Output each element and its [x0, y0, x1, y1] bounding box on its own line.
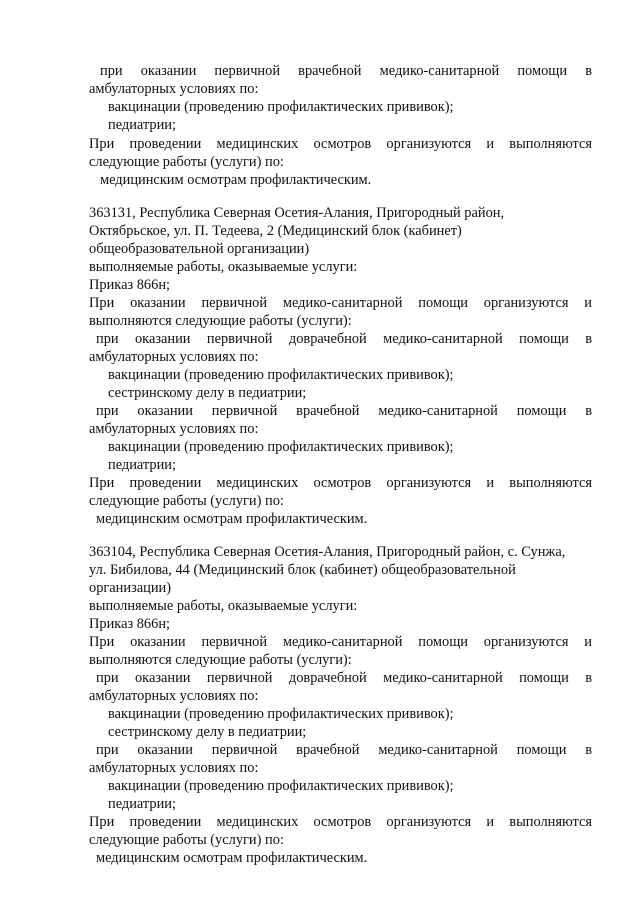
address-line: ул. Бибилова, 44 (Медицинский блок (кабинет) общеобразовательной [89, 562, 516, 578]
address-line: Октябрьское, ул. П. Тедеева, 2 (Медицинский блок (кабинет) [89, 223, 462, 239]
text-line: следующие работы (услуги) по: [89, 154, 284, 170]
text-line: сестринскому делу в педиатрии; [108, 385, 307, 401]
text-line: Приказ 866н; [89, 277, 171, 293]
text-line: педиатрии; [108, 796, 176, 812]
text-line: сестринскому делу в педиатрии; [108, 724, 307, 740]
text-line: при оказании первичной врачебной медико-санитарной помощи в [100, 63, 592, 79]
text-line: выполняются следующие работы (услуги): [89, 652, 352, 668]
address-line: 363104, Республика Северная Осетия-Алания, Пригородный район, с. Сунжа, [89, 544, 566, 560]
text-line: педиатрии; [108, 457, 176, 473]
text-line: следующие работы (услуги) по: [89, 832, 284, 848]
text-line: следующие работы (услуги) по: [89, 493, 284, 509]
text-line: медицинским осмотрам профилактическим. [96, 511, 368, 527]
text-line: при оказании первичной доврачебной медико-санитарной помощи в [96, 670, 592, 686]
text-line: при оказании первичной врачебной медико-санитарной помощи в [96, 403, 592, 419]
text-line: При проведении медицинских осмотров организуются и выполняются [89, 814, 592, 830]
text-line: амбулаторных условиях по: [89, 349, 259, 365]
text-line: При оказании первичной медико-санитарной помощи организуются и [89, 634, 592, 650]
text-line: амбулаторных условиях по: [89, 421, 259, 437]
text-line: выполняемые работы, оказываемые услуги: [89, 598, 358, 614]
address-line: общеобразовательной организации) [89, 241, 310, 257]
text-line: амбулаторных условиях по: [89, 760, 259, 776]
text-line: медицинским осмотрам профилактическим. [100, 172, 372, 188]
text-line: вакцинации (проведению профилактических прививок); [108, 99, 454, 115]
text-line: педиатрии; [108, 117, 176, 133]
text-line: При оказании первичной медико-санитарной помощи организуются и [89, 295, 592, 311]
text-line: выполняются следующие работы (услуги): [89, 313, 352, 329]
text-line: при оказании первичной доврачебной медико-санитарной помощи в [96, 331, 592, 347]
text-line: медицинским осмотрам профилактическим. [96, 850, 368, 866]
address-line: организации) [89, 580, 172, 596]
address-line: 363131, Республика Северная Осетия-Алания, Пригородный район, [89, 205, 505, 221]
text-line: выполняемые работы, оказываемые услуги: [89, 259, 358, 275]
text-line: При проведении медицинских осмотров организуются и выполняются [89, 136, 592, 152]
text-line: вакцинации (проведению профилактических прививок); [108, 367, 454, 383]
text-line: вакцинации (проведению профилактических прививок); [108, 439, 454, 455]
text-line: вакцинации (проведению профилактических прививок); [108, 778, 454, 794]
text-line: амбулаторных условиях по: [89, 81, 259, 97]
text-line: вакцинации (проведению профилактических прививок); [108, 706, 454, 722]
text-line: Приказ 866н; [89, 616, 171, 632]
text-line: При проведении медицинских осмотров организуются и выполняются [89, 475, 592, 491]
text-line: амбулаторных условиях по: [89, 688, 259, 704]
text-line: при оказании первичной врачебной медико-санитарной помощи в [96, 742, 592, 758]
